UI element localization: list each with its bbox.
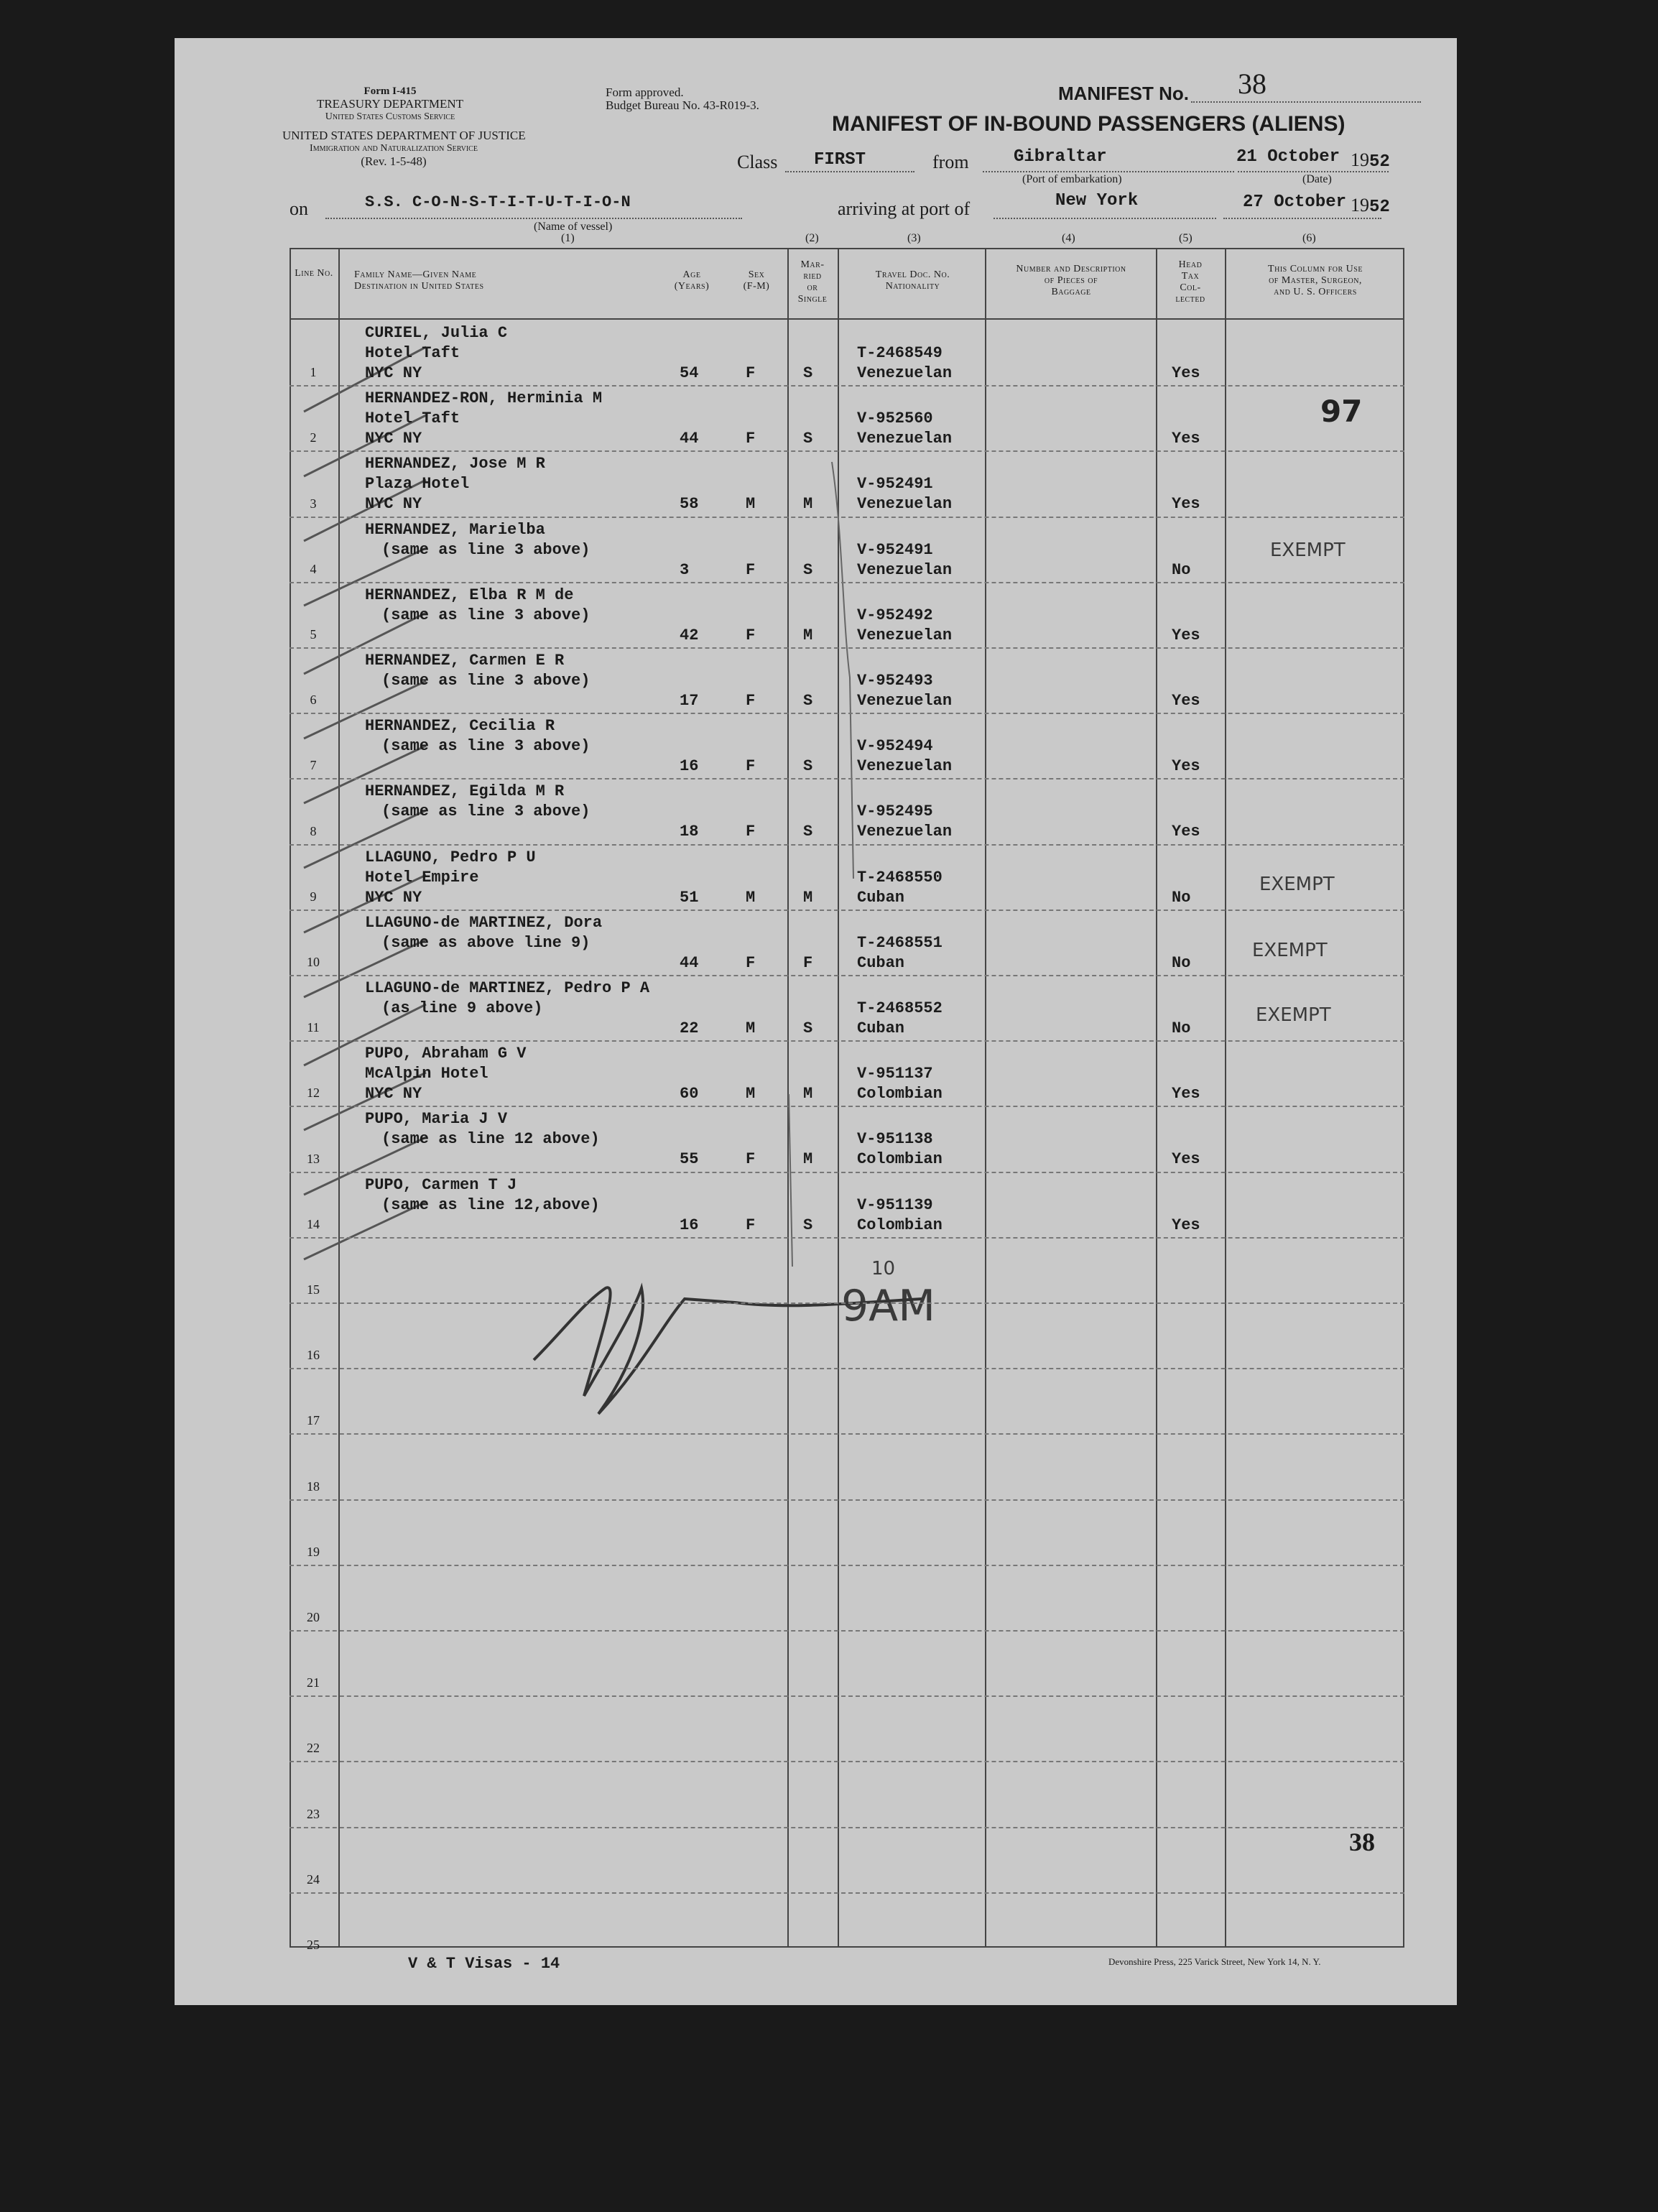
head-tax-collected: No: [1172, 561, 1191, 579]
line-number: 18: [307, 1479, 320, 1494]
marital-status: M: [803, 495, 813, 513]
col-divider: [985, 248, 986, 1948]
destination: (same as line 3 above): [381, 802, 591, 820]
ins-service: Immigration and Naturalization Service: [310, 143, 478, 154]
travel-doc-number: T-2468549: [857, 344, 943, 362]
passenger-age: 58: [680, 495, 699, 513]
passenger-sex: F: [746, 626, 756, 644]
passenger-age: 17: [680, 692, 699, 710]
passenger-name: HERNANDEZ, Carmen E R: [365, 652, 565, 670]
line-number: 16: [307, 1348, 320, 1362]
line-number: 3: [310, 496, 317, 511]
passenger-sex: F: [746, 364, 756, 382]
count-annotation: 97: [1320, 394, 1363, 429]
arrival-port: New York: [1055, 191, 1139, 210]
line-number: 6: [310, 693, 317, 707]
line-number: 10: [307, 955, 320, 969]
travel-doc-number: V-952491: [857, 541, 933, 559]
col-divider: [1225, 248, 1226, 1948]
row-separator: [290, 450, 1404, 452]
passenger-name: LLAGUNO-de MARTINEZ, Pedro P A: [365, 979, 650, 997]
class-label: Class: [737, 152, 778, 172]
marital-status: S: [803, 430, 813, 448]
time-annotation-10: 10: [871, 1258, 896, 1279]
arrival-date: 27 October: [1243, 193, 1347, 212]
class-line: [785, 171, 914, 172]
destination-city: NYC NY: [365, 364, 422, 382]
manifest-title: MANIFEST OF IN-BOUND PASSENGERS (ALIENS): [832, 112, 1346, 136]
passenger-age: 16: [680, 1216, 699, 1234]
marital-status: S: [803, 823, 813, 841]
passenger-age: 60: [680, 1085, 699, 1103]
destination-city: NYC NY: [365, 1085, 422, 1103]
header-travel-doc: Travel Doc. No. Nationality: [875, 269, 950, 292]
line-number: 23: [307, 1807, 320, 1821]
passenger-age: 16: [680, 757, 699, 775]
passenger-age: 51: [680, 889, 699, 907]
nationality: Venezuelan: [857, 823, 953, 841]
travel-doc-number: V-951138: [857, 1130, 933, 1148]
row-separator: [290, 1892, 1404, 1894]
nationality: Venezuelan: [857, 430, 953, 448]
col-number-1: (1): [561, 232, 575, 244]
line-number: 7: [310, 758, 317, 772]
arriving-label: arriving at port of: [838, 198, 971, 219]
head-tax-collected: Yes: [1172, 823, 1200, 841]
year2-prefix: 19: [1351, 195, 1369, 216]
passenger-name: HERNANDEZ, Elba R M de: [365, 586, 574, 604]
col-number-5: (5): [1179, 232, 1192, 244]
passenger-age: 44: [680, 430, 699, 448]
vessel-line: [325, 218, 742, 219]
passenger-age: 3: [680, 561, 690, 579]
line-number: 1: [310, 365, 317, 379]
travel-doc-number: V-951139: [857, 1196, 933, 1214]
line-number: 11: [307, 1020, 320, 1035]
passenger-sex: M: [746, 495, 756, 513]
header-age: Age (Years): [674, 269, 710, 292]
header-married: Mar- ried or Single: [797, 259, 828, 305]
on-label: on: [290, 198, 308, 219]
head-tax-collected: Yes: [1172, 692, 1200, 710]
destination-city: NYC NY: [365, 889, 422, 907]
col-divider: [1156, 248, 1157, 1948]
row-separator: [290, 1499, 1404, 1501]
row-separator: [290, 713, 1404, 714]
row-separator: [290, 1302, 1404, 1304]
manifest-no-label: MANIFEST No.: [1058, 83, 1189, 104]
destination: (same as line 3 above): [381, 737, 591, 755]
exempt-stamp: EXEMPT: [1259, 874, 1335, 895]
row-separator: [290, 778, 1404, 779]
row-separator: [290, 385, 1404, 387]
budget-bureau: Budget Bureau No. 43-R019-3.: [606, 98, 759, 112]
passenger-name: HERNANDEZ-RON, Herminia M: [365, 389, 603, 407]
travel-doc-number: V-952560: [857, 409, 933, 427]
passenger-sex: F: [746, 757, 756, 775]
destination: (same as above line 9): [381, 934, 591, 952]
travel-doc-number: V-952491: [857, 475, 933, 493]
line-number: 20: [307, 1610, 320, 1624]
head-tax-collected: Yes: [1172, 1216, 1200, 1234]
line-number: 24: [307, 1872, 320, 1887]
head-tax-collected: Yes: [1172, 430, 1200, 448]
visa-count: V & T Visas - 14: [408, 1955, 560, 1973]
nationality: Venezuelan: [857, 626, 953, 644]
head-tax-collected: Yes: [1172, 1085, 1200, 1103]
passenger-name: HERNANDEZ, Cecilia R: [365, 717, 555, 735]
head-tax-collected: Yes: [1172, 364, 1200, 382]
nationality: Colombian: [857, 1085, 943, 1103]
row-separator: [290, 975, 1404, 976]
line-number: 8: [310, 824, 317, 838]
line-number: 9: [310, 889, 317, 904]
travel-doc-number: T-2468550: [857, 869, 943, 887]
row-separator: [290, 1433, 1404, 1435]
header-officers: This Column for Use of Master, Surgeon, and U. S. Officers: [1268, 264, 1363, 297]
passenger-name: HERNANDEZ, Marielba: [365, 521, 545, 539]
exempt-stamp: EXEMPT: [1252, 940, 1328, 961]
marital-status: S: [803, 692, 813, 710]
travel-doc-number: T-2468552: [857, 999, 943, 1017]
travel-doc-number: V-952492: [857, 606, 933, 624]
passenger-sex: M: [746, 889, 756, 907]
form-number: Form I-415: [363, 85, 417, 97]
header-baggage: Number and Description of Pieces of Baggage: [1016, 264, 1126, 297]
passenger-sex: M: [746, 1019, 756, 1037]
marital-status: M: [803, 889, 813, 907]
row-separator: [290, 517, 1404, 518]
passenger-sex: F: [746, 430, 756, 448]
treasury-dept: TREASURY DEPARTMENT: [316, 97, 464, 111]
nationality: Cuban: [857, 1019, 905, 1037]
head-tax-collected: No: [1172, 954, 1191, 972]
marital-status: S: [803, 1216, 813, 1234]
nationality: Cuban: [857, 954, 905, 972]
passenger-age: 55: [680, 1150, 699, 1168]
departure-date: 21 October: [1236, 147, 1340, 167]
head-tax-collected: Yes: [1172, 626, 1200, 644]
passenger-name: PUPO, Maria J V: [365, 1110, 508, 1128]
passenger-sex: M: [746, 1085, 756, 1103]
date-caption: (Date): [1302, 173, 1332, 185]
col-number-6: (6): [1302, 232, 1316, 244]
year2: [1351, 195, 1390, 217]
passenger-name: HERNANDEZ, Jose M R: [365, 455, 545, 473]
col-number-2: (2): [805, 232, 819, 244]
passenger-sex: F: [746, 1216, 756, 1234]
nationality: Venezuelan: [857, 364, 953, 382]
passenger-sex: F: [746, 561, 756, 579]
line-number: 5: [310, 627, 317, 642]
head-tax-collected: Yes: [1172, 495, 1200, 513]
passenger-age: 42: [680, 626, 699, 644]
passenger-name: LLAGUNO-de MARTINEZ, Dora: [365, 914, 603, 932]
marital-status: M: [803, 1150, 813, 1168]
port-line: [994, 218, 1216, 219]
row-separator: [290, 1172, 1404, 1173]
passenger-name: LLAGUNO, Pedro P U: [365, 848, 536, 866]
nationality: Venezuelan: [857, 561, 953, 579]
line-number: 21: [307, 1675, 320, 1690]
passenger-sex: F: [746, 954, 756, 972]
form-header-justice: [282, 129, 526, 168]
printer-imprint: Devonshire Press, 225 Varick Street, New York 14, N. Y.: [1108, 1956, 1321, 1967]
marital-status: S: [803, 561, 813, 579]
header-name: Family Name—Given Name Destination in United States: [354, 269, 484, 292]
from-line: [983, 171, 1234, 172]
col-number-4: (4): [1062, 232, 1075, 244]
line-number: 15: [307, 1282, 320, 1297]
head-tax-collected: No: [1172, 1019, 1191, 1037]
row-separator: [290, 582, 1404, 583]
nationality: Colombian: [857, 1216, 943, 1234]
form-approved: Form approved.: [606, 85, 684, 99]
embarkation-port: Gibraltar: [1014, 147, 1107, 167]
date2-line: [1223, 218, 1381, 219]
passenger-sex: F: [746, 823, 756, 841]
passenger-age: 44: [680, 954, 699, 972]
travel-doc-number: V-952493: [857, 672, 933, 690]
marital-status: M: [803, 1085, 813, 1103]
form-header-treasury: [304, 85, 476, 124]
destination: (same as line 12 above): [381, 1130, 600, 1148]
exempt-stamp: EXEMPT: [1256, 1004, 1331, 1026]
passenger-name: CURIEL, Julia C: [365, 324, 508, 342]
head-tax-collected: Yes: [1172, 757, 1200, 775]
destination: (as line 9 above): [381, 999, 543, 1017]
destination-hotel: Hotel Taft: [365, 409, 460, 427]
manifest-page: [175, 38, 1457, 2005]
marital-status: S: [803, 1019, 813, 1037]
line-number: 12: [307, 1086, 320, 1100]
row-separator: [290, 844, 1404, 846]
line-number: 2: [310, 430, 317, 445]
nationality: Venezuelan: [857, 692, 953, 710]
header-head-tax: Head Tax Col- lected: [1175, 259, 1205, 305]
destination: (same as line 12,above): [381, 1196, 600, 1214]
manifest-no-value: 38: [1238, 68, 1266, 100]
destination-city: NYC NY: [365, 495, 422, 513]
nationality: Venezuelan: [857, 495, 953, 513]
row-separator: [290, 1630, 1404, 1632]
travel-doc-number: V-951137: [857, 1065, 933, 1083]
row-separator: [290, 1695, 1404, 1697]
customs-service: United States Customs Service: [325, 111, 455, 122]
passenger-age: 18: [680, 823, 699, 841]
class-value: FIRST: [814, 150, 866, 170]
destination-hotel: Plaza Hotel: [365, 475, 470, 493]
passenger-age: 54: [680, 364, 699, 382]
vessel-caption: (Name of vessel): [534, 221, 613, 233]
travel-doc-number: T-2468551: [857, 934, 943, 952]
row-separator: [290, 1040, 1404, 1042]
year1-prefix: 19: [1351, 149, 1369, 170]
line-number: 19: [307, 1545, 320, 1559]
line-number: 25: [307, 1938, 320, 1952]
destination: (same as line 3 above): [381, 606, 591, 624]
destination-hotel: McAlpin Hotel: [365, 1065, 488, 1083]
row-separator: [290, 1761, 1404, 1762]
destination: (same as line 3 above): [381, 541, 591, 559]
marital-status: M: [803, 626, 813, 644]
row-separator: [290, 647, 1404, 649]
marital-status: S: [803, 364, 813, 382]
nationality: Venezuelan: [857, 757, 953, 775]
manifest-no-line: [1191, 101, 1421, 103]
marital-status: F: [803, 954, 813, 972]
year1-value: 52: [1369, 152, 1390, 172]
line-number: 13: [307, 1152, 320, 1166]
line-number: 4: [310, 562, 317, 576]
marital-status: S: [803, 757, 813, 775]
row-separator: [290, 1368, 1404, 1369]
nationality: Colombian: [857, 1150, 943, 1168]
passenger-name: PUPO, Abraham G V: [365, 1045, 527, 1063]
page-number-annotation: 38: [1349, 1828, 1375, 1856]
passenger-sex: F: [746, 692, 756, 710]
time-annotation: 9AM: [841, 1281, 935, 1331]
embarkation-caption: (Port of embarkation): [1022, 173, 1122, 185]
row-separator: [290, 1827, 1404, 1828]
nationality: Cuban: [857, 889, 905, 907]
destination-city: NYC NY: [365, 430, 422, 448]
justice-dept: UNITED STATES DEPARTMENT OF JUSTICE: [282, 129, 526, 142]
travel-doc-number: V-952494: [857, 737, 933, 755]
row-separator: [290, 1565, 1404, 1566]
signature-scrawl: [519, 1259, 1080, 1432]
passenger-age: 22: [680, 1019, 699, 1037]
line-number: 17: [307, 1413, 320, 1427]
header-sex: Sex (F-M): [743, 269, 770, 292]
head-tax-collected: No: [1172, 889, 1191, 907]
passenger-sex: F: [746, 1150, 756, 1168]
row-separator: [290, 1237, 1404, 1239]
passenger-name: PUPO, Carmen T J: [365, 1176, 517, 1194]
from-label: from: [932, 152, 969, 172]
year1: [1351, 149, 1390, 172]
line-number: 14: [307, 1217, 320, 1231]
vessel-name: S.S. C-O-N-S-T-I-T-U-T-I-O-N: [365, 193, 631, 211]
destination-hotel: Hotel Taft: [365, 344, 460, 362]
exempt-stamp: EXEMPT: [1270, 540, 1346, 561]
destination-hotel: Hotel Empire: [365, 869, 479, 887]
head-tax-collected: Yes: [1172, 1150, 1200, 1168]
row-separator: [290, 910, 1404, 911]
row-separator: [290, 1106, 1404, 1107]
destination: (same as line 3 above): [381, 672, 591, 690]
year2-value: 52: [1369, 198, 1390, 217]
travel-doc-number: V-952495: [857, 802, 933, 820]
col-number-3: (3): [907, 232, 921, 244]
line-number: 22: [307, 1741, 320, 1755]
revision: (Rev. 1-5-48): [361, 154, 427, 168]
form-approval: [606, 86, 759, 112]
header-line-no: Line No.: [295, 268, 333, 279]
passenger-name: HERNANDEZ, Egilda M R: [365, 782, 565, 800]
